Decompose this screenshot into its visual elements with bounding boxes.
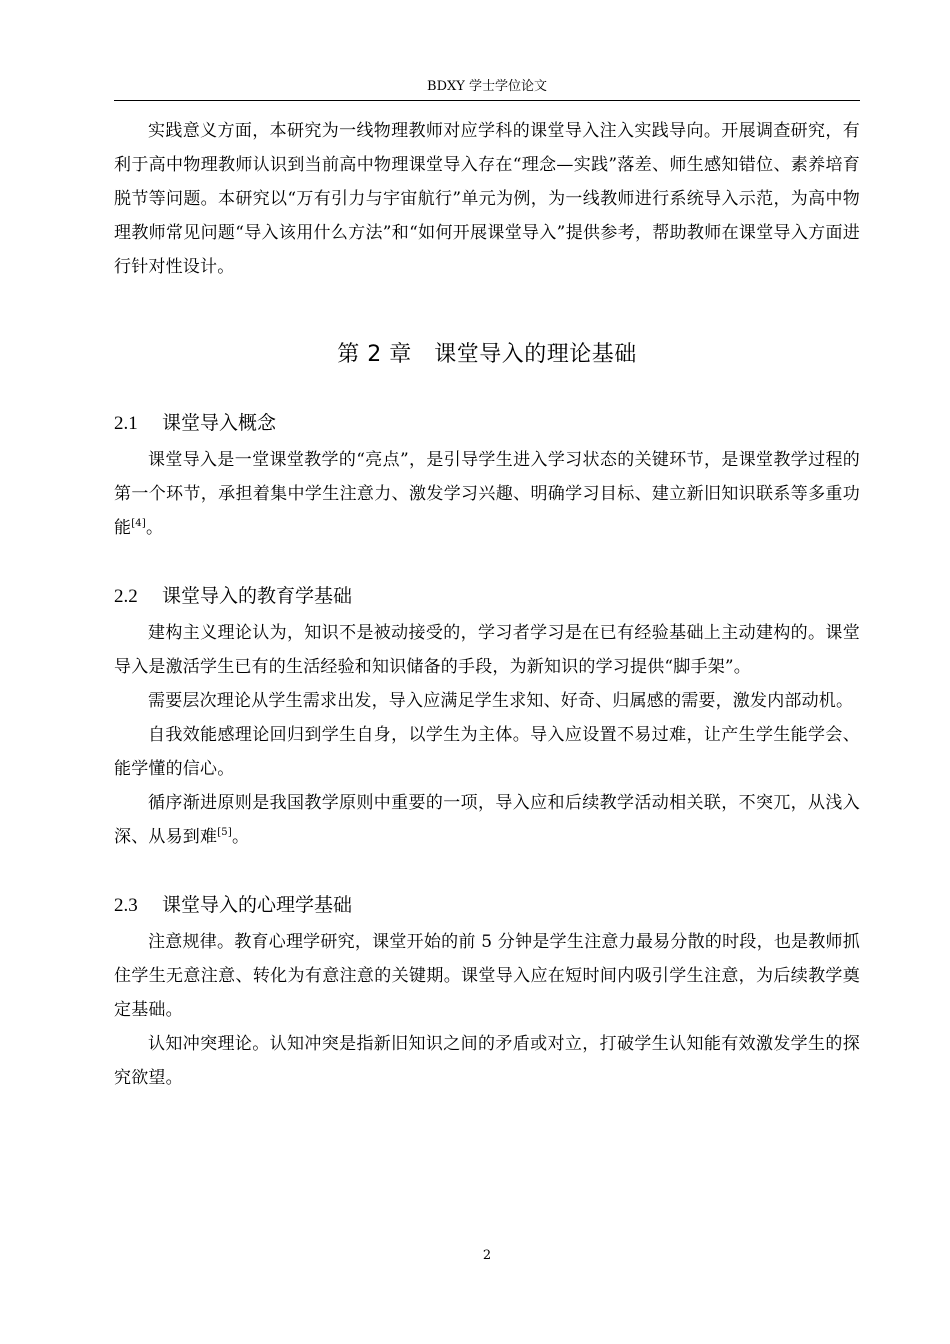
section-heading-2-3 [114,890,860,921]
paragraph-text: 循序渐进原则是我国教学原则中重要的一项，导入应和后续教学活动相关联，不突兀，从浅入深、从易到难 [114,793,860,847]
section-title: 课堂导入的心理学基础 [162,894,353,916]
intro-paragraph: 实践意义方面，本研究为一线物理教师对应学科的课堂导入注入实践导向。开展调查研究，有利于高中物理教师认识到当前高中物理课堂导入存在“理念—实践”落差、师生感知错位、素养培育脱节等问题。本研究以“万有引力与宇宙航行”单元为例，为一线教师进行系统导入示范，为高中物理教师常见问题“导入该用什么方法”和“如何开展课堂导入”提供参考，帮助教师在课堂导入方面进行针对性设计。 [114,121,860,277]
header-rule [114,100,860,101]
section-number: 2.1 [114,413,138,434]
section-number: 2.3 [114,895,138,916]
paragraph [114,443,860,545]
chapter-title: 第 2 章 课堂导入的理论基础 [337,342,637,367]
paragraph: 需要层次理论从学生需求出发，导入应满足学生求知、好奇、归属感的需要，激发内部动机。 [148,691,854,711]
paragraph: 认知冲突理论。认知冲突是指新旧知识之间的矛盾或对立，打破学生认知能有效激发学生的探究欲望。 [114,1034,860,1088]
section-title: 课堂导入概念 [162,412,277,434]
citation-ref: [5] [217,827,232,838]
paragraph-end: 。 [145,518,164,538]
paragraph: 建构主义理论认为，知识不是被动接受的，学习者学习是在已有经验基础上主动建构的。课堂导入是激活学生已有的生活经验和知识储备的手段，为新知识的学习提供“脚手架”。 [114,623,860,677]
section-number: 2.2 [114,586,138,607]
paragraph-text: 课堂导入是一堂课堂教学的“亮点”，是引导学生进入学习状态的关键环节，是课堂教学过程的第一个环节，承担着集中学生注意力、激发学习兴趣、明确学习目标、建立新旧知识联系等多重功能 [114,450,860,538]
page-body [114,114,860,1095]
page-number: 2 [482,1248,492,1263]
paragraph: 自我效能感理论回归到学生自身，以学生为主体。导入应设置不易过难，让产生学生能学会、能学懂的信心。 [114,725,860,779]
running-header: BDXY 学士学位论文 [427,79,547,94]
section-heading-2-1 [114,408,860,439]
paragraph: 注意规律。教育心理学研究，课堂开始的前 5 分钟是学生注意力最易分散的时段，也是教师抓住学生无意注意、转化为有意注意的关键期。课堂导入应在短时间内吸引学生注意，为后续教学奠定基础。 [114,932,860,1020]
paragraph-end: 。 [231,827,250,847]
section-heading-2-2 [114,581,860,612]
paragraph [114,786,860,854]
section-title: 课堂导入的教育学基础 [162,585,353,607]
citation-ref: [4] [131,518,146,529]
